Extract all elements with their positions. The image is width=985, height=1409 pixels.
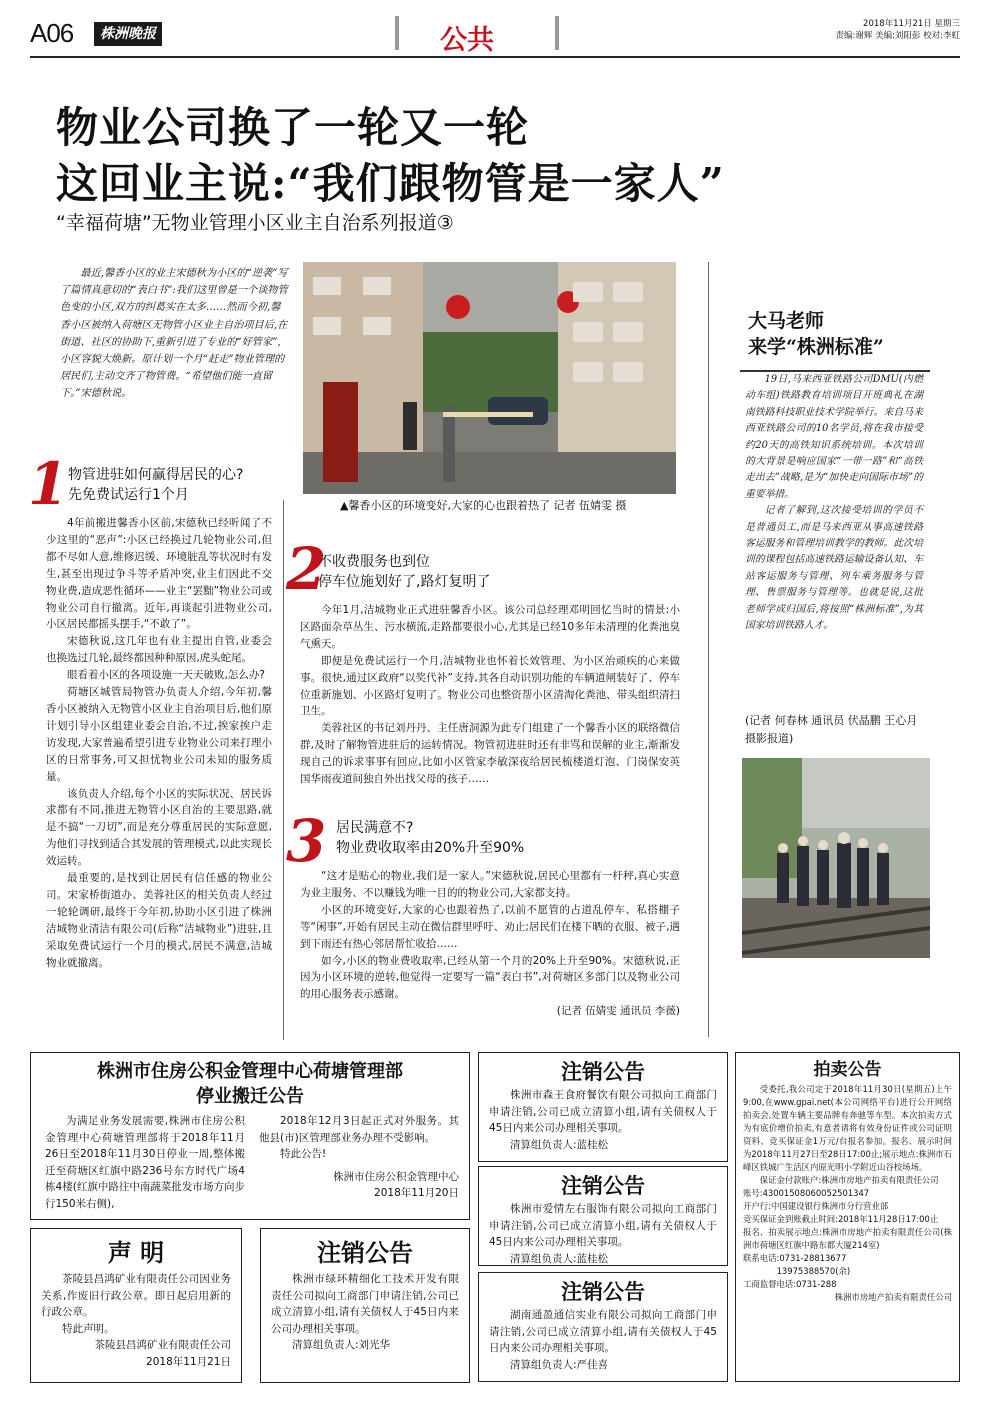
- dateline: [770, 18, 960, 42]
- divider: [395, 16, 399, 50]
- paragraph: 清算组负责人:蓝桂松: [510, 1138, 609, 1151]
- paragraph: 株洲市爱情左右服饰有限公司拟向工商部门申请注销,公司已成立清算小组,请有关债权人于45日内来公司办理相关事项。: [489, 1203, 717, 1248]
- fund-notice-body-left: [45, 1113, 245, 1212]
- page-number: A06: [30, 18, 74, 48]
- paragraph: 湖南通盈通信实业有限公司拟向工商部门申请注销,公司已成立清算小组,请有关债权人于45日内来公司办理相关事项。: [489, 1309, 717, 1354]
- section-3-body: [300, 868, 680, 1020]
- section-2-number: 2: [286, 535, 327, 603]
- sidebar-title-line-1: 大马老师: [748, 310, 825, 332]
- auction-notice-title: 拍卖公告: [813, 1060, 882, 1080]
- column-divider: [283, 500, 284, 1040]
- section-3-title-line-2: 物业费收取率由20%升至90%: [336, 840, 525, 856]
- photo-caption: ▲馨香小区的环境变好,大家的心也跟着热了 记者 伍婧雯 摄: [340, 499, 627, 512]
- paragraph: 宋德秋说,这几年也有业主提出自管,业委会也换选过几轮,最终都因种种原因,虎头蛇尾。: [46, 635, 272, 665]
- auction-supervise-phone: 工商监督电话:0731-288: [743, 1279, 837, 1289]
- statement-sign: 茶陵县昌鸿矿业有限责任公司: [94, 1339, 231, 1351]
- cancel-notice-3-body: [489, 1307, 717, 1373]
- cancel-notice-2-box: [478, 1166, 728, 1266]
- statement-date: 2018年11月21日: [146, 1355, 231, 1368]
- auction-phone-2: 13975388570(余): [776, 1266, 851, 1276]
- auction-notice-body: [743, 1083, 952, 1304]
- paragraph: 19日,马来西亚铁路公司DMU(内燃动车组)铁路教育培训项目开班典礼在湖南铁路科技职业技术学院举行。来自马来西亚铁路公司的10名学员,将在我市接受约20天的高铁知识系统培训。本次培训的大背景是响应国家“一带一路”和“高铁走出去”战略,是为“加快走向国际市场”的重要举措。: [745, 374, 923, 500]
- section-2-title: [318, 552, 490, 592]
- auction-address: 报名、拍卖展示地点:株洲市房地产拍卖有限责任公司(株洲市荷塘区红旗中路东都大厦214室): [743, 1227, 952, 1250]
- section-title: 公共: [440, 25, 494, 56]
- intro-text: 最近,馨香小区的业主宋德秋为小区的“逆袭”写了篇情真意切的“表白书”:我们这里曾是一个谈物管色变的小区,双方的纠葛实在太多……然而今初,馨香小区被纳入荷塘区无物管小区业主自治项目后,在街道、社区的协助下,重新引进了专业的“好管家”,小区容貌大焕新。原计划一个月“赶走”物业管理的居民们,主动交齐了物管费。“希望他们能一直留下。”宋德秋说。: [60, 268, 288, 400]
- sidebar-photo-illustration: [742, 758, 930, 958]
- section-1-number: 1: [28, 450, 69, 518]
- paragraph: 株洲市绿环精细化工技术开发有限责任公司拟向工商部门申请注销,公司已成立清算小组,请有关债权人于45日内来公司办理相关事项。: [271, 1273, 459, 1335]
- headline: [56, 100, 916, 212]
- sidebar-body: [745, 372, 923, 635]
- paragraph: 眼看着小区的各项设施一天天破败,怎么办?: [67, 669, 265, 682]
- cancel-notice-1-box: [478, 1052, 728, 1162]
- sidebar-title: [748, 308, 884, 360]
- auction-account: 账号:43001508060052501347: [743, 1188, 870, 1198]
- subhead: “幸福荷塘”无物业管理小区业主自治系列报道③: [56, 212, 454, 234]
- paragraph: 记者了解到,这次接受培训的学员不是普通员工,而是马来西亚从事高速铁路客运服务和管理培训教学的教师。此次培训的课程包括高速铁路运输设备认知、车站客运服务与管理、列车乘务服务与管理、售票服务与管理等。也就是说,这批老师学成归国后,将按照“株洲标准”,为其国家培训铁路人才。: [745, 505, 923, 632]
- headline-line-2: 这回业主说:“我们跟物管是一家人”: [56, 159, 725, 208]
- cancel-notice-2-body: [489, 1201, 717, 1267]
- section-3-credit: (记者 伍婧雯 通讯员 李薇): [556, 1005, 680, 1018]
- fund-notice-title-line-2: 停业搬迁公告: [196, 1086, 304, 1107]
- fund-notice-date: 2018年11月20日: [374, 1187, 459, 1199]
- paragraph: 为满足业务发展需要,株洲市住房公积金管理中心荷塘管理部将于2018年11月26日至2018年11月30日停业一周,整体搬迁至荷塘区红旗中路236号东方时代广场4栋4楼(红旗中路往中南蔬菜批发市场方向步行150米右侧),: [45, 1115, 245, 1210]
- statement-box: [30, 1228, 242, 1383]
- fund-notice-body-right: [259, 1113, 459, 1202]
- section-1-title: [68, 465, 243, 505]
- cancel-notice-center-body: [271, 1271, 459, 1354]
- paragraph: 清算组负责人:刘光华: [292, 1339, 391, 1351]
- masthead-rule: [30, 56, 960, 58]
- paragraph: 受委托,我公司定于2018年11月30日(星期五)上午9:00,在www.gpai.net(本公司网络平台)进行公开网络拍卖会,处置车辆主要品牌有奔驰等车型。本次拍卖方式为有底价增价拍卖,有意者请将有效身份证件或公司证明资料、竞买保证金1万元/台报名参加。报名、展示时间为2018年11月27日至28日17:00止;展示地点:株洲市石峰区铁城广生活区内原光明小学附近山谷校场场。: [743, 1084, 952, 1172]
- statement-body: [41, 1271, 231, 1370]
- cancel-notice-1-title: 注销公告: [561, 1059, 645, 1084]
- sidebar-photo: [742, 758, 930, 958]
- divider: [555, 16, 559, 50]
- paragraph: 美蓉社区的书记刘丹丹、主任唐洞源为此专门组建了一个馨香小区的联络微信群,及时了解物管进驻后的运转情况。物管初进驻时还有非骂和误解的业主,渐渐发现自己的诉求事事有回应,比如小区管家李敏深夜给居民梳楼道灯泡、门岗保安英国华雨夜道间独自外出找父母的孩子……: [300, 722, 680, 786]
- paragraph: 清算组负责人:蓝桂松: [510, 1252, 609, 1265]
- editors: 责编:谢辉 美编:刘阳彭 校对:李虹: [835, 31, 960, 41]
- fund-notice-box: [30, 1052, 470, 1220]
- auction-sign: 株洲市房地产拍卖有限责任公司: [834, 1292, 952, 1302]
- paragraph: 该负责人介绍,每个小区的实际状况、居民诉求都有不同,推进无物管小区自治的主要思路,就是不搞“一刀切”,而是充分尊重居民的实际意愿,为他们寻找到适合其发展的管理模式,以此实现长效运转。: [46, 787, 272, 868]
- main-photo: [303, 262, 676, 494]
- paragraph: 茶陵县昌鸿矿业有限责任公司因业务关系,作废旧行政公章。即日起启用新的行政公章。: [41, 1273, 231, 1318]
- paragraph: 如今,小区的物业费收取率,已经从第一个月的20%上升至90%。宋德秋说,正因为小区环境的逆转,他觉得一定要写一篇“表白书”,对荷塘区多部门以及物业公司的用心服务表示感谢。: [300, 954, 680, 1001]
- section-3-title: [336, 818, 524, 858]
- paragraph: 清算组负责人:严佳喜: [510, 1358, 609, 1371]
- fund-notice-title: [45, 1059, 455, 1109]
- sidebar-title-line-2: 来学“株洲标准”: [748, 336, 884, 358]
- section-3-number: 3: [286, 807, 327, 875]
- paragraph: 株洲市森王食府餐饮有限公司拟向工商部门申请注销,公司已成立清算小组,请有关债权人于45日内来公司办理相关事项。: [489, 1089, 717, 1134]
- paragraph: 2018年12月3日起正式对外服务。其他县(市)区管理部业务办理不受影响。: [259, 1115, 459, 1144]
- paragraph: 即便是免费试运行一个月,洁城物业也怀着长效管理、为小区治顽疾的心来做事。很快,通过区政府“以奖代补”支持,其各自动识别功能的车辆道闸装好了、停车位重新施划、小区路灯复明了。物业公司也整资帮小区清淘化粪池、带头组织清扫卫生。: [300, 654, 680, 718]
- section-2-title-line-2: 停车位施划好了,路灯复明了: [318, 574, 491, 590]
- section-2-title-line-1: 不收费服务也到位: [318, 554, 430, 570]
- paragraph: 特此公告!: [280, 1148, 327, 1160]
- paragraph: 小区的环境变好,大家的心也跟着热了,以前不愿管的占道乱停车、私搭棚子等“闲事”,开始有居民主动在微信群里呼吁、劝止;居民们在楼下晒的衣服、被子,遇到下雨还有热心邻居帮忙收拾……: [300, 903, 680, 950]
- paragraph: 特此声明。: [62, 1322, 115, 1335]
- section-3-title-line-1: 居民满意不?: [336, 820, 414, 836]
- paragraph: 最重要的,是找到让居民有信任感的物业公司。宋家桥街道办、美蓉社区的相关负责人经过一轮轮调研,最终于今年初,协助小区引进了株洲洁城物业清洁有限公司(后称“洁城物业”)进驻,且采取免费试运行一个月的模式,居民不满意,洁城物业就撤离。: [46, 872, 272, 969]
- fund-notice-title-line-1: 株洲市住房公积金管理中心荷塘管理部: [97, 1061, 403, 1082]
- paragraph: 荷塘区城管局物管办负责人介绍,今年初,馨香小区被纳入无物管小区业主自治项目后,他们原计划引导小区组建业委会自治,不过,挨家挨户走访发现,大家普遍希望引进专业物业公司来打理小区的日常事务,可又担忧物业公司未知的服务质量。: [46, 686, 272, 783]
- sidebar-credit: (记者 何春林 通讯员 伏晶鹏 王心月 摄影报道): [745, 714, 918, 745]
- auction-deadline: 竞买保证金到账截止时间:2018年11月28日17:00止: [743, 1214, 939, 1224]
- auction-bank: 开户行:中国建设银行株洲市分行营业部: [743, 1201, 889, 1211]
- section-1-title-line-1: 物管进驻如何赢得居民的心?: [68, 467, 244, 483]
- section-1-title-line-2: 先免费试运行1个月: [68, 487, 189, 503]
- cancel-notice-center-title: 注销公告: [317, 1238, 413, 1267]
- photo-illustration: [303, 262, 676, 494]
- column-divider: [708, 262, 709, 1037]
- paragraph: 保证金付款账户:株洲市房地产拍卖有限责任公司: [759, 1175, 939, 1185]
- paragraph: 今年1月,洁城物业正式进驻馨香小区。该公司总经理邓明回忆当时的情景:小区路面杂草丛生、污水横流,走路都要很小心,尤其是已经10多年未清理的化粪池臭气熏天。: [300, 604, 680, 650]
- cancel-notice-center-box: [260, 1228, 470, 1383]
- cancel-notice-2-title: 注销公告: [561, 1173, 645, 1198]
- section-1-body: [46, 515, 272, 971]
- paragraph: 4年前搬进馨香小区前,宋德秋已经听闻了不少这里的“恶声”:小区已经换过几轮物业公司,但都不尽如人意,维修迟缓、环境脏乱等状况时有发生,甚至出现过争斗等矛盾冲突,业主们因此不交物业费,造成恶性循环——业主“罢黜”物业公司或物业公司自行撤离。近年,再谈起引进物业公司,小区居民都摇头摆手,“不敢了”。: [46, 517, 272, 631]
- cancel-notice-3-box: [478, 1272, 728, 1382]
- headline-line-1: 物业公司换了一轮又一轮: [56, 103, 530, 152]
- newspaper-logo: 株洲晚报: [94, 22, 162, 46]
- auction-notice-box: [735, 1052, 960, 1382]
- fund-notice-sign: 株洲市住房公积金管理中心: [333, 1170, 459, 1183]
- date: 2018年11月21日 星期三: [863, 19, 960, 29]
- section-2-body: [300, 602, 680, 788]
- cancel-notice-1-body: [489, 1087, 717, 1153]
- statement-title: 声 明: [107, 1238, 165, 1267]
- paragraph: “这才是贴心的物业,我们是一家人。”宋德秋说,居民心里都有一杆秤,真心实意为业主服务、不以赚钱为唯一目的的物业公司,大家都支持。: [300, 870, 680, 899]
- cancel-notice-3-title: 注销公告: [561, 1279, 645, 1304]
- auction-phone: 联系电话:0731-28813677: [743, 1253, 847, 1263]
